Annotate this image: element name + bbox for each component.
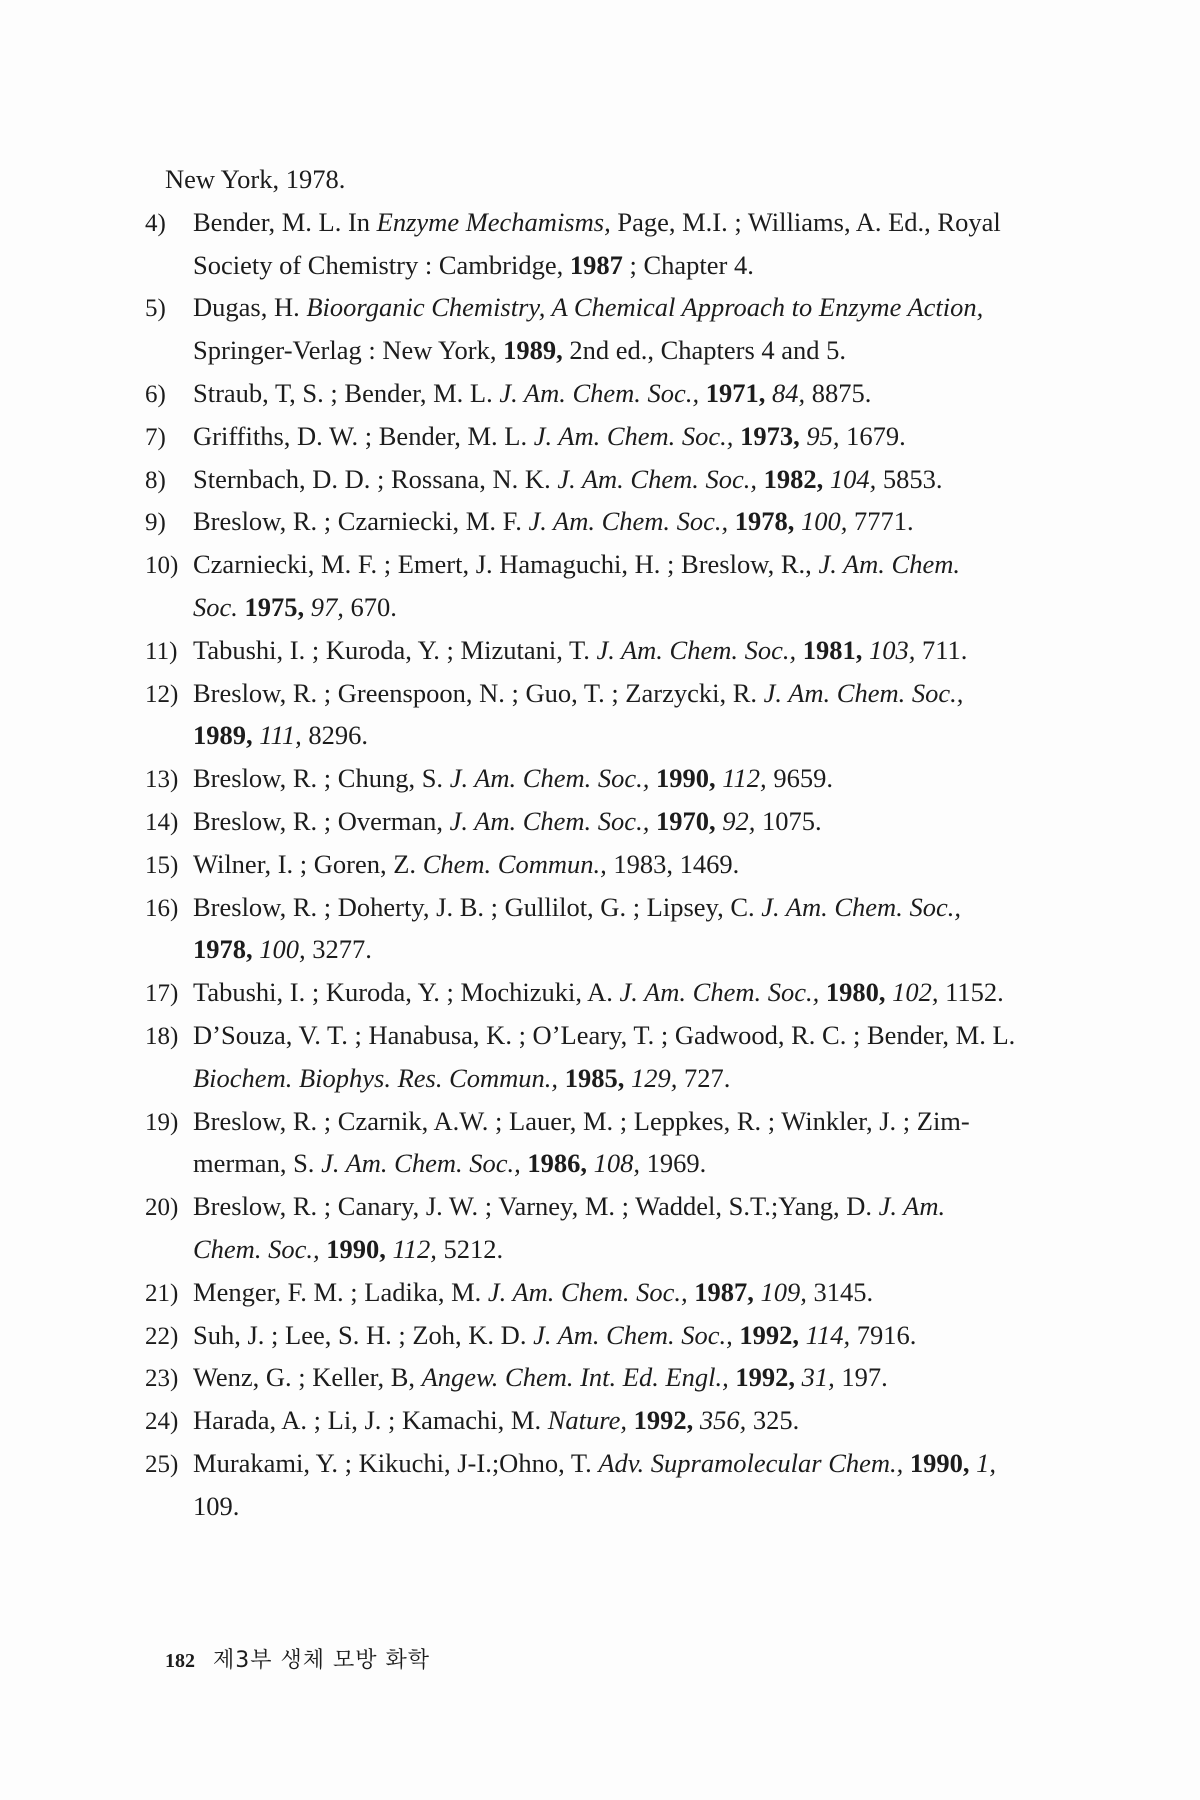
reference-11 [145, 629, 1025, 672]
reference-number: 22) [145, 1322, 179, 1350]
reference-journal: J. Am. Chem. Soc., [487, 1276, 688, 1307]
reference-authors: Menger, F. M. ; Ladika, M. [193, 1276, 488, 1307]
reference-volume: 356, [693, 1405, 747, 1436]
reference-number: 21) [145, 1279, 179, 1307]
reference-pages: 727. [677, 1062, 731, 1093]
reference-volume: 108, [587, 1148, 641, 1179]
reference-number: 5) [145, 295, 166, 323]
reference-journal: J. Am. Chem. Soc., [499, 377, 700, 408]
reference-pages: 9659. [766, 763, 833, 794]
reference-23 [145, 1356, 1025, 1399]
running-head: 제3부 생체 모방 화학 [213, 1648, 430, 1673]
reference-year: 1971, [699, 377, 766, 408]
reference-publisher: Society of Chemistry : Cambridge, [193, 249, 570, 280]
reference-number: 6) [145, 380, 166, 408]
reference-chapter: ; Chapter 4. [622, 249, 754, 280]
reference-year: 1990, [903, 1447, 970, 1478]
reference-journal: J. Am. Chem. Soc., [596, 634, 797, 665]
reference-pages: 5853. [876, 463, 943, 494]
reference-number: 15) [145, 851, 179, 879]
reference-number: 23) [145, 1365, 179, 1393]
reference-number: 24) [145, 1408, 179, 1436]
reference-volume: 95, [799, 420, 840, 451]
reference-year: 1975, [237, 591, 305, 622]
reference-pages: 670. [343, 591, 397, 622]
reference-25 [145, 1442, 1025, 1528]
reference-year: 1990, [649, 763, 716, 794]
reference-journal: Nature, [547, 1405, 627, 1436]
reference-authors: Wilner, I. ; Goren, Z. [193, 848, 423, 879]
reference-year: 1987, [687, 1276, 754, 1307]
reference-title: Enzyme Mechamisms, [376, 206, 611, 237]
reference-year: 1973, [733, 420, 800, 451]
reference-authors: Czarniecki, M. F. ; Emert, J. Hamaguchi, H. ; Breslow, R., [193, 549, 819, 580]
reference-pages: 8296. [301, 720, 368, 751]
reference-6 [145, 372, 1025, 415]
reference-continuation [145, 158, 1025, 201]
reference-pages: 109. [193, 1490, 240, 1521]
reference-journal-cont: Chem. Soc., [193, 1233, 320, 1264]
reference-year: 1990, [319, 1233, 386, 1264]
reference-pages: 1075. [755, 805, 822, 836]
reference-authors: Breslow, R. ; Czarnik, A.W. ; Lauer, M. ; Leppkes, R. ; Winkler, J. ; Zim- [193, 1105, 970, 1136]
reference-year: 1992, [732, 1319, 800, 1350]
reference-volume: 111, [252, 720, 302, 751]
reference-pages: 8875. [805, 377, 872, 408]
reference-volume: 100, [794, 506, 848, 537]
reference-authors: Griffiths, D. W. ; Bender, M. L. [193, 420, 534, 451]
reference-journal: J. Am. [878, 1191, 946, 1222]
reference-pages: 197. [834, 1362, 888, 1393]
reference-authors: Breslow, R. ; Greenspoon, N. ; Guo, T. ; Zarzycki, R. [193, 677, 764, 708]
reference-editors: Page, M.I. ; Williams, A. Ed., Royal [610, 206, 1001, 237]
reference-year: 1978, [728, 506, 795, 537]
reference-authors: D’Souza, V. T. ; Hanabusa, K. ; O’Leary, T. ; Gadwood, R. C. ; Bender, M. L. [193, 1019, 1016, 1050]
reference-number: 20) [145, 1194, 179, 1222]
reference-5 [145, 286, 1025, 372]
reference-year: 1982, [757, 463, 824, 494]
reference-journal-cont: Soc. [193, 591, 238, 622]
reference-7 [145, 415, 1025, 458]
reference-number: 11) [145, 637, 178, 665]
reference-pages: 3145. [806, 1276, 874, 1307]
reference-volume: 112, [385, 1233, 437, 1264]
reference-volume: 100, [252, 934, 306, 965]
reference-journal: J. Am. Chem. [818, 549, 960, 580]
reference-16 [145, 886, 1025, 972]
reference-journal: J. Am. Chem. Soc., [619, 977, 820, 1008]
reference-authors: Tabushi, I. ; Kuroda, Y. ; Mochizuki, A. [193, 977, 620, 1008]
reference-9 [145, 500, 1025, 543]
reference-number: 13) [145, 766, 179, 794]
reference-pages: 1679. [839, 420, 906, 451]
reference-number: 17) [145, 980, 179, 1008]
reference-14 [145, 800, 1025, 843]
reference-title: Bioorganic Chemistry, A Chemical Approach to Enzyme Action, [306, 292, 984, 323]
reference-13 [145, 757, 1025, 800]
reference-volume: 104, [823, 463, 877, 494]
reference-authors: Bender, M. L. In [193, 206, 377, 237]
reference-volume: 114, [799, 1319, 851, 1350]
reference-journal: J. Am. Chem. Soc., [321, 1148, 521, 1179]
reference-22 [145, 1314, 1025, 1357]
reference-20 [145, 1185, 1025, 1271]
reference-number: 12) [145, 680, 179, 708]
reference-journal: J. Am. Chem. Soc., [533, 420, 734, 451]
reference-list [145, 158, 1025, 1528]
reference-24 [145, 1399, 1025, 1442]
reference-year: 1978, [193, 934, 253, 965]
reference-authors: Breslow, R. ; Canary, J. W. ; Varney, M. ; Waddel, S.T.;Yang, D. [193, 1191, 879, 1222]
reference-journal: J. Am. Chem. Soc., [528, 506, 729, 537]
continuation-text: New York, 1978. [165, 164, 346, 194]
reference-authors: Breslow, R. ; Overman, [193, 805, 450, 836]
reference-18 [145, 1014, 1025, 1100]
reference-year: 1989, [503, 335, 563, 366]
reference-year: 1992, [627, 1405, 694, 1436]
reference-21 [145, 1271, 1025, 1314]
reference-year: 1970, [649, 805, 716, 836]
reference-pages: 1969. [640, 1148, 707, 1179]
reference-volume: 84, [765, 377, 806, 408]
reference-15 [145, 843, 1025, 886]
reference-authors: Harada, A. ; Li, J. ; Kamachi, M. [193, 1405, 548, 1436]
page-footer [165, 1643, 430, 1674]
reference-authors: Straub, T, S. ; Bender, M. L. [193, 377, 500, 408]
reference-journal: Angew. Chem. Int. Ed. Engl., [421, 1362, 729, 1393]
reference-year: 1986, [520, 1148, 588, 1179]
reference-journal: J. Am. Chem. Soc., [449, 763, 650, 794]
reference-number: 16) [145, 894, 179, 922]
reference-authors: Breslow, R. ; Chung, S. [193, 763, 450, 794]
reference-volume: 103, [862, 634, 916, 665]
reference-19 [145, 1100, 1025, 1186]
reference-number: 4) [145, 209, 166, 237]
reference-number: 7) [145, 423, 166, 451]
reference-authors: Breslow, R. ; Doherty, J. B. ; Gullilot, G. ; Lipsey, C. [193, 891, 762, 922]
reference-volume: 129, [624, 1062, 678, 1093]
reference-year: 1987 [569, 249, 623, 280]
reference-4 [145, 201, 1025, 287]
reference-journal: J. Am. Chem. Soc., [533, 1319, 733, 1350]
reference-pages: 5212. [436, 1233, 504, 1264]
reference-publisher: Springer-Verlag : New York, [193, 335, 504, 366]
reference-pages: 7916. [850, 1319, 917, 1350]
reference-journal: Chem. Commun., [422, 848, 607, 879]
reference-authors: Dugas, H. [193, 292, 307, 323]
reference-volume: 109, [753, 1276, 807, 1307]
reference-number: 25) [145, 1450, 179, 1478]
reference-journal: J. Am. Chem. Soc., [763, 677, 964, 708]
reference-pages: 1152. [938, 977, 1004, 1008]
reference-journal: J. Am. Chem. Soc., [761, 891, 961, 922]
reference-pages: 7771. [847, 506, 914, 537]
reference-volume: 31, [795, 1362, 835, 1393]
reference-number: 18) [145, 1022, 179, 1050]
reference-pages: 325. [746, 1405, 800, 1436]
reference-journal: Biochem. Biophys. Res. Commun., [193, 1062, 559, 1093]
reference-number: 8) [145, 466, 166, 494]
reference-year: 1980, [819, 977, 886, 1008]
reference-pages: 711. [915, 634, 968, 665]
page-number: 182 [165, 1650, 195, 1672]
reference-number: 19) [145, 1108, 179, 1136]
reference-number: 9) [145, 509, 166, 537]
reference-journal: J. Am. Chem. Soc., [449, 805, 650, 836]
reference-year: 1989, [193, 720, 253, 751]
reference-volume: 102, [885, 977, 939, 1008]
reference-year-pages: 1983, 1469. [606, 848, 740, 879]
reference-authors: Suh, J. ; Lee, S. H. ; Zoh, K. D. [193, 1319, 534, 1350]
reference-number: 14) [145, 808, 179, 836]
reference-year: 1992, [728, 1362, 796, 1393]
reference-authors: Tabushi, I. ; Kuroda, Y. ; Mizutani, T. [193, 634, 597, 665]
reference-17 [145, 971, 1025, 1014]
reference-authors: Breslow, R. ; Czarniecki, M. F. [193, 506, 529, 537]
reference-12 [145, 672, 1025, 758]
reference-volume: 1, [969, 1447, 997, 1478]
reference-year: 1981, [796, 634, 863, 665]
reference-volume: 97, [304, 591, 344, 622]
reference-8 [145, 458, 1025, 501]
reference-journal: J. Am. Chem. Soc., [557, 463, 758, 494]
reference-authors-cont: merman, S. [193, 1148, 322, 1179]
reference-authors: Wenz, G. ; Keller, B, [193, 1362, 422, 1393]
reference-10 [145, 543, 1025, 629]
reference-volume: 112, [715, 763, 767, 794]
reference-year: 1985, [558, 1062, 625, 1093]
reference-journal: Adv. Supramolecular Chem., [598, 1447, 904, 1478]
reference-number: 10) [145, 552, 179, 580]
reference-volume: 92, [715, 805, 756, 836]
reference-pages: 3277. [305, 934, 372, 965]
reference-authors: Murakami, Y. ; Kikuchi, J-I.;Ohno, T. [193, 1447, 599, 1478]
reference-authors: Sternbach, D. D. ; Rossana, N. K. [193, 463, 558, 494]
reference-edition: 2nd ed., Chapters 4 and 5. [562, 335, 847, 366]
